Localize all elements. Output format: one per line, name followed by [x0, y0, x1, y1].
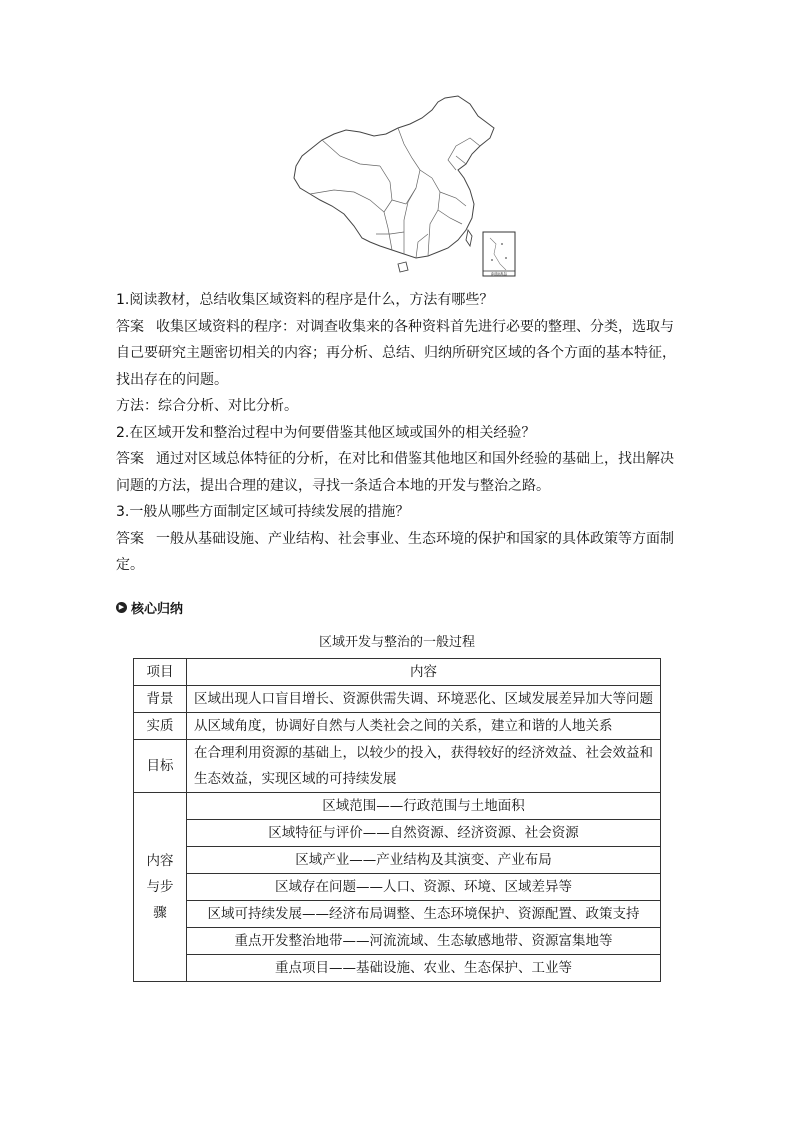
- answer-label: 答案: [116, 451, 144, 467]
- table-row: [134, 820, 661, 847]
- section-title: 核心归纳: [131, 602, 184, 617]
- table-row: [134, 686, 661, 713]
- step-item: 区域特征与评价——自然资源、经济资源、社会资源: [187, 820, 661, 847]
- table-header-row: [134, 659, 661, 686]
- china-outline-map: [280, 94, 520, 280]
- row-content: 在合理利用资源的基础上，以较少的投入，获得较好的经济效益、社会效益和生态效益，实现区域的可持续发展: [187, 740, 661, 793]
- question-3: 3.一般从哪些方面制定区域可持续发展的措施？: [116, 504, 410, 520]
- question-2: 2.在区域开发和整治过程中为何要借鉴其他区域或国外的相关经验？: [116, 424, 536, 441]
- table-row: [134, 874, 661, 901]
- answer-label: 答案: [116, 530, 144, 547]
- step-item: 区域存在问题——人口、资源、环境、区域差异等: [187, 874, 661, 901]
- answer-1: [116, 314, 676, 394]
- answer-3-text: 一般从基础设施、产业结构、社会事业、生态环境的保护和国家的具体政策等方面制定。: [116, 530, 674, 573]
- row-item: 实质: [134, 713, 187, 740]
- steps-label: 内容与步骤: [146, 853, 174, 921]
- step-item: 区域范围——行政范围与土地面积: [187, 793, 661, 820]
- answer-2: [116, 446, 676, 499]
- row-content: 区域出现人口盲目增长、资源供需失调、环境恶化、区域发展差异加大等问题: [187, 686, 661, 713]
- process-table: [133, 658, 661, 982]
- step-item: 重点开发整治地带——河流流域、生态敏感地带、资源富集地等: [187, 928, 661, 955]
- row-content: 从区域角度，协调好自然与人类社会之间的关系，建立和谐的人地关系: [187, 713, 661, 740]
- qa-section: [116, 287, 676, 579]
- answer-2-text: 通过对区域总体特征的分析，在对比和借鉴其他地区和国外经验的基础上，找出解决问题的方法，提出合理的建议，寻找一条适合本地的开发与整治之路。: [116, 451, 674, 494]
- china-map-graphic: [280, 94, 520, 280]
- header-content: 内容: [187, 659, 661, 686]
- header-item: 项目: [134, 659, 187, 686]
- row-item: 目标: [134, 740, 187, 793]
- row-item-steps: [134, 793, 187, 982]
- row-item: 背景: [134, 686, 187, 713]
- step-item: 重点项目——基础设施、农业、生态保护、工业等: [187, 955, 661, 982]
- answer-label: 答案: [116, 318, 144, 335]
- table-row: [134, 928, 661, 955]
- step-item: 区域产业——产业结构及其演变、产业布局: [187, 847, 661, 874]
- table-row: [134, 955, 661, 982]
- answer-3: [116, 526, 676, 579]
- table-row: [134, 740, 661, 793]
- table-row: [134, 793, 661, 820]
- table-title: 区域开发与整治的一般过程: [318, 635, 475, 650]
- map-inset-label: 南海诸岛: [490, 271, 508, 277]
- table-row: [134, 901, 661, 928]
- step-item: 区域可持续发展——经济布局调整、生态环境保护、资源配置、政策支持: [187, 901, 661, 928]
- question-1: 1.阅读教材，总结收集区域资料的程序是什么，方法有哪些？: [116, 292, 494, 308]
- table-row: [134, 713, 661, 740]
- table-row: [134, 847, 661, 874]
- answer-1-text: 收集区域资料的程序：对调查收集来的各种资料首先进行必要的整理、分类，选取与自己要研究主题密切相关的内容；再分析、总结、归纳所研究区域的各个方面的基本特征，找出存在的问题。: [116, 318, 676, 388]
- section-heading: [116, 598, 183, 617]
- play-icon: ▶: [116, 602, 127, 613]
- answer-1-methods: 方法：综合分析、对比分析。: [116, 398, 298, 414]
